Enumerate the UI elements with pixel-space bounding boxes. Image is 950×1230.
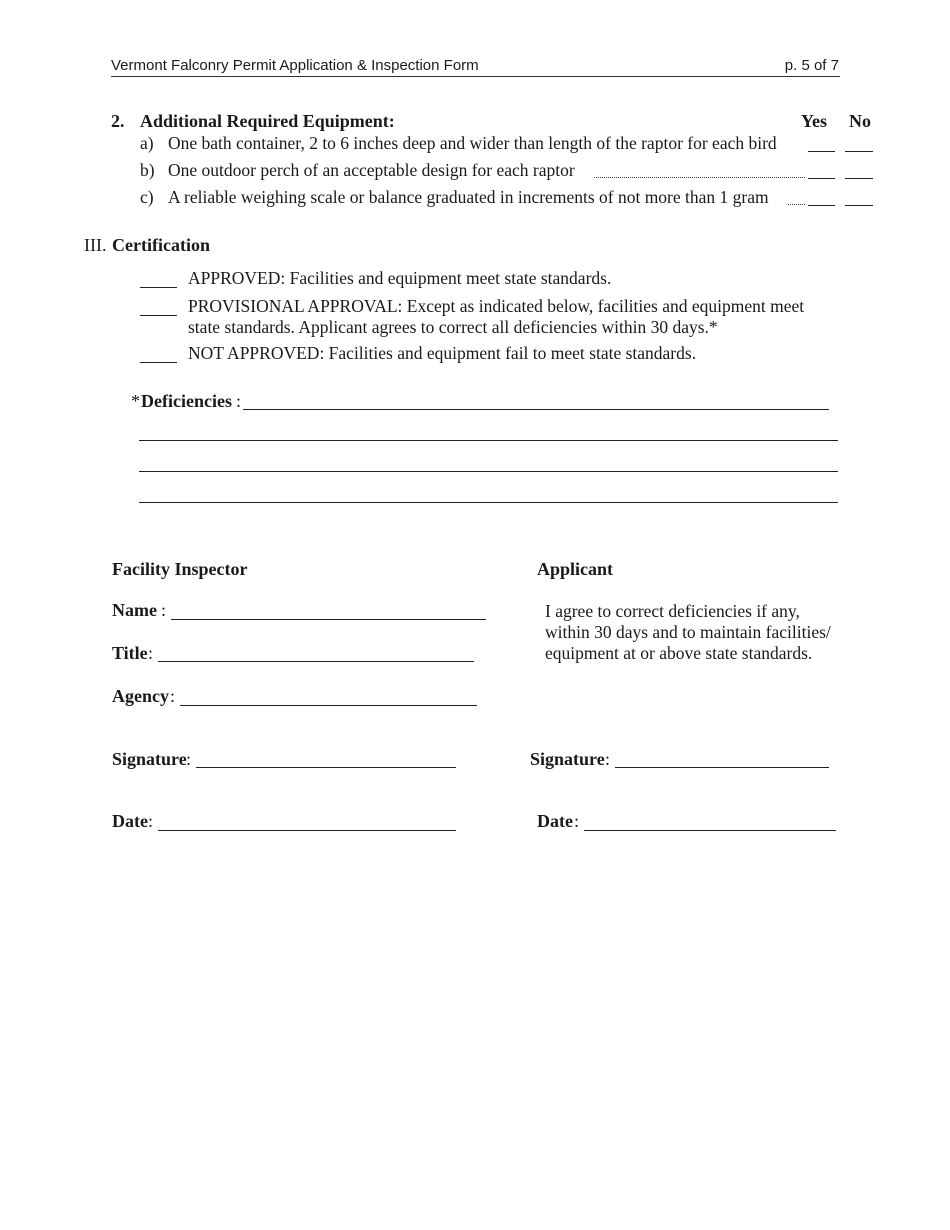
colon: : [148,643,154,663]
equipment-item-letter: a) [140,133,154,153]
deficiencies-line[interactable] [139,471,838,472]
not-approved-option: NOT APPROVED: Facilities and equipment fail to meet state standards. [188,343,697,363]
colon: : [161,600,167,620]
colon: : [186,749,192,769]
deficiencies-line[interactable] [139,440,838,441]
equipment-item-text: One bath container, 2 to 6 inches deep and wider than length of the raptor for each bird [168,133,777,153]
colon: : [170,686,176,706]
applicant-signature-field[interactable] [615,767,829,768]
deficiencies-colon: : [236,391,242,411]
inspector-title-label: Title [112,643,148,663]
inspector-date-label: Date [112,811,148,831]
deficiencies-label: Deficiencies [141,391,232,411]
applicant-agreement-line: equipment at or above state standards. [545,643,813,663]
equipment-yes-blank[interactable] [808,178,835,179]
certification-heading: Certification [112,235,210,255]
header-rule [111,76,840,77]
equipment-item-text: One outdoor perch of an acceptable design for each raptor [168,160,575,180]
deficiencies-asterisk: * [131,391,140,411]
provisional-option-line1: PROVISIONAL APPROVAL: Except as indicated below, facilities and equipment meet [188,296,805,316]
equipment-item-letter: c) [140,187,154,207]
equipment-item-letter: b) [140,160,155,180]
applicant-heading: Applicant [537,559,614,579]
inspector-agency-label: Agency [112,686,169,706]
provisional-checkbox-blank[interactable] [140,315,177,316]
deficiencies-line[interactable] [243,409,829,410]
colon: : [605,749,611,769]
inspector-name-field[interactable] [171,619,486,620]
approved-option: APPROVED: Facilities and equipment meet state standards. [188,268,612,288]
colon: : [574,811,580,831]
inspector-title-field[interactable] [158,661,474,662]
equipment-no-blank[interactable] [845,178,873,179]
inspector-signature-label: Signature [112,749,187,769]
equipment-no-blank[interactable] [845,151,873,152]
not-approved-checkbox-blank[interactable] [140,362,177,363]
equipment-number: 2. [111,111,125,131]
deficiencies-line[interactable] [139,502,838,503]
colon: : [148,811,154,831]
applicant-signature-label: Signature [530,749,605,769]
dot-leader [788,204,805,205]
page-number: p. 5 of 7 [784,57,839,74]
equipment-yes-blank[interactable] [808,151,835,152]
no-column-label: No [849,111,871,131]
equipment-no-blank[interactable] [845,205,873,206]
equipment-heading: Additional Required Equipment: [140,111,395,131]
section-numeral: III. [84,235,107,255]
applicant-date-field[interactable] [584,830,836,831]
inspector-heading: Facility Inspector [112,559,248,579]
applicant-date-label: Date [537,811,573,831]
applicant-agreement-line: within 30 days and to maintain facilities/ [545,622,831,642]
approved-checkbox-blank[interactable] [140,287,177,288]
yes-column-label: Yes [801,111,827,131]
applicant-agreement-line: I agree to correct deficiencies if any, [545,601,800,621]
inspector-signature-field[interactable] [196,767,456,768]
dot-leader [594,177,805,178]
inspector-date-field[interactable] [158,830,456,831]
equipment-item-text: A reliable weighing scale or balance graduated in increments of not more than 1 gram [168,187,769,207]
provisional-option-line2: state standards. Applicant agrees to correct all deficiencies within 30 days.* [188,317,718,337]
equipment-yes-blank[interactable] [808,205,835,206]
document-header-title: Vermont Falconry Permit Application & Inspection Form [111,57,479,74]
inspector-agency-field[interactable] [180,705,477,706]
inspector-name-label: Name [112,600,157,620]
